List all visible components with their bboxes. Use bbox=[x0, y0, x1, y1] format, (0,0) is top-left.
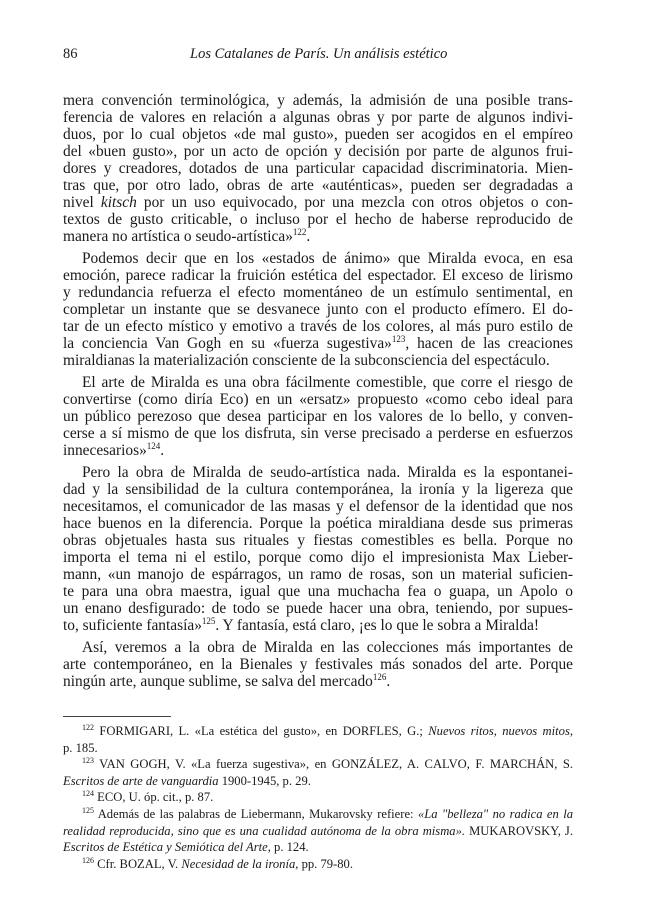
footnote-reference: 123 bbox=[391, 334, 406, 344]
text-segment: convertirse (como diría Eco) en un «ersatz» propuesto «como cebo ideal para bbox=[63, 391, 573, 408]
text-segment: un enano desfigurado: de todo se puede hacer una obra, teniendo, por supues- bbox=[63, 600, 573, 617]
paragraph bbox=[63, 464, 573, 634]
text-line bbox=[63, 656, 573, 673]
italic-text: «La "belleza" no radica en la bbox=[417, 806, 573, 821]
text-segment: duos, por lo cual objetos «de mal gusto», pueden ser acogidos en el empíreo bbox=[63, 126, 573, 143]
paragraph bbox=[63, 374, 573, 459]
text-segment: . bbox=[160, 442, 165, 459]
text-segment: dad y la sensibilidad de la cultura contemporánea, la ironía y la ligereza que bbox=[63, 481, 573, 498]
text-line bbox=[63, 856, 573, 873]
text-segment: 1900-1945, p. 29. bbox=[218, 773, 311, 788]
text-line bbox=[63, 177, 573, 194]
paragraph bbox=[63, 639, 573, 690]
text-line bbox=[63, 639, 573, 656]
page-number: 86 bbox=[63, 46, 78, 62]
footnote-reference: 125 bbox=[201, 616, 216, 626]
text-segment: obras objetuales hasta sus rituales y fiestas comestibles es bella. Porque no bbox=[63, 532, 573, 549]
text-line bbox=[63, 284, 573, 301]
footnotes bbox=[63, 723, 573, 872]
text-segment: del «buen gusto», por un acto de opción y decisión por parte de algunos frui- bbox=[63, 143, 573, 160]
text-line bbox=[63, 773, 573, 790]
text-line bbox=[63, 756, 573, 773]
footnote-reference: 125 bbox=[82, 805, 94, 815]
text-line bbox=[63, 408, 573, 425]
footnote bbox=[63, 856, 573, 873]
italic-text: Escritos de Estética y Semiótica del Arte, bbox=[63, 840, 271, 855]
text-line bbox=[63, 442, 573, 459]
paragraph bbox=[63, 92, 573, 245]
text-segment: mera convención terminológica, y además, la admisión de una posible trans- bbox=[63, 92, 573, 109]
footnote bbox=[63, 723, 573, 756]
text-line bbox=[63, 723, 573, 740]
text-segment: p. 124. bbox=[270, 840, 309, 855]
text-segment: , hacen de las creaciones bbox=[405, 335, 573, 352]
footnote-reference: 126 bbox=[82, 855, 94, 865]
text-line bbox=[63, 374, 573, 391]
footnote-reference: 124 bbox=[82, 789, 94, 799]
text-line bbox=[63, 391, 573, 408]
text-segment: p. 185. bbox=[63, 740, 98, 755]
text-segment: Podemos decir que en los «estados de ánimo» que Miralda evoca, en esa bbox=[82, 250, 573, 267]
text-segment: completar un instante que se desvanece junto con el producto efímero. El do- bbox=[63, 301, 573, 318]
text-line bbox=[63, 839, 573, 856]
footnote-reference: 123 bbox=[82, 756, 94, 766]
text-line bbox=[63, 160, 573, 177]
text-line bbox=[63, 464, 573, 481]
text-line bbox=[63, 228, 573, 245]
text-segment: MUKAROVSKY, J. bbox=[465, 823, 573, 838]
text-segment: hace buenos en la diferencia. Porque la poética miraldiana desde sus primeras bbox=[63, 515, 573, 532]
text-segment: arte contemporáneo, en la Bienales y festivales más sonados del arte. Porque bbox=[63, 656, 573, 673]
text-line bbox=[63, 740, 573, 757]
text-segment: nivel bbox=[63, 194, 101, 211]
text-segment: ferencia de valores en relación a algunas obras y por parte de algunos indivi- bbox=[63, 109, 573, 126]
text-line bbox=[63, 806, 573, 823]
text-line bbox=[63, 335, 573, 352]
text-segment: te para una obra maestra, igual que una muchacha fea o guapa, un Apolo o bbox=[63, 583, 573, 600]
text-segment: emoción, parece radicar la fruición estética del espectador. El exceso de lirismo bbox=[63, 267, 573, 284]
text-line bbox=[63, 267, 573, 284]
text-line bbox=[63, 673, 573, 690]
text-segment: ningún arte, aunque sublime, se salva del mercado bbox=[63, 673, 373, 690]
text-line bbox=[63, 425, 573, 442]
italic-text: Escritos de arte de vanguardia bbox=[63, 773, 219, 788]
text-segment: por un uso equivocado, por una mezcla con otros objetos o con- bbox=[136, 194, 574, 211]
text-line bbox=[63, 617, 573, 634]
text-line bbox=[63, 600, 573, 617]
footnote-reference: 126 bbox=[372, 672, 387, 682]
text-line bbox=[63, 583, 573, 600]
running-header bbox=[63, 46, 573, 66]
text-segment: pp. 79-80. bbox=[298, 856, 353, 871]
text-segment: dores y creadores, dotados de una particular capacidad discriminatoria. Mien- bbox=[63, 160, 573, 177]
text-line bbox=[63, 549, 573, 566]
text-segment: tar de un efecto místico y emotivo a través de los colores, al más puro estilo de bbox=[63, 318, 573, 335]
running-title: Los Catalanes de París. Un análisis estético bbox=[190, 46, 448, 62]
paragraph bbox=[63, 250, 573, 369]
text-segment: Pero la obra de Miralda de seudo-artística nada. Miralda es la espontanei- bbox=[82, 464, 573, 481]
text-line bbox=[63, 143, 573, 160]
text-segment: importa el tema ni el estilo, porque como dijo el impresionista Max Lieber- bbox=[63, 549, 573, 566]
text-segment: to, suficiente fantasía» bbox=[63, 617, 202, 634]
text-segment: y redundancia refuerza el efecto momentáneo de un estímulo sentimental, en bbox=[63, 284, 573, 301]
text-segment: un público perezoso que desea participar en los valores de lo bello, y conven- bbox=[63, 408, 573, 425]
text-line bbox=[63, 498, 573, 515]
text-segment: . bbox=[306, 228, 311, 245]
footnote bbox=[63, 756, 573, 789]
text-segment: . Y fantasía, está claro, ¡es lo que le sobra a Miralda! bbox=[215, 617, 540, 634]
text-segment: tras que, por otro lado, obras de arte «auténticas», pueden ser degradadas a bbox=[63, 177, 573, 194]
footnote-divider bbox=[63, 716, 171, 717]
text-segment: textos de gusto criticable, o incluso por el hecho de haberse reproducido de bbox=[63, 211, 573, 228]
text-segment: Así, veremos a la obra de Miralda en las colecciones más importantes de bbox=[82, 639, 573, 656]
footnote bbox=[63, 789, 573, 806]
italic-text: kitsch bbox=[100, 194, 137, 211]
footnote-reference: 122 bbox=[82, 723, 94, 732]
text-line bbox=[63, 92, 573, 109]
text-line bbox=[63, 126, 573, 143]
text-segment: necesitamos, el comunicador de las masas y el defensor de la identidad que nos bbox=[63, 498, 573, 515]
text-line bbox=[63, 109, 573, 126]
text-line bbox=[63, 481, 573, 498]
text-segment: Cfr. BOZAL, V. bbox=[94, 856, 182, 871]
text-segment: El arte de Miralda es una obra fácilmente comestible, que corre el riesgo de bbox=[82, 374, 573, 391]
text-segment: Además de las palabras de Liebermann, Mukarovsky refiere: bbox=[94, 806, 418, 821]
footnote bbox=[63, 806, 573, 856]
text-line bbox=[63, 352, 573, 369]
text-segment: ECO, U. óp. cit., p. 87. bbox=[94, 790, 214, 805]
text-segment: VAN GOGH, V. «La fuerza sugestiva», en GONZÁLEZ, A. CALVO, F. MARCHÁN, S. bbox=[94, 757, 573, 772]
text-segment: innecesarios» bbox=[63, 442, 147, 459]
text-line bbox=[63, 515, 573, 532]
text-line bbox=[63, 301, 573, 318]
text-line bbox=[63, 823, 573, 840]
text-line bbox=[63, 789, 573, 806]
text-line bbox=[63, 566, 573, 583]
text-line bbox=[63, 250, 573, 267]
main-text bbox=[63, 92, 573, 690]
text-segment: cerse a sí mismo de que los disfruta, sin verse precisado a perderse en esfuerzos bbox=[63, 425, 573, 442]
italic-text: Necesidad de la ironía, bbox=[181, 856, 299, 871]
text-segment: FORMIGARI, L. «La estética del gusto», en DORFLES, G.; bbox=[94, 724, 429, 738]
italic-text: Nuevos ritos, nuevos mitos, bbox=[428, 724, 573, 738]
text-line bbox=[63, 318, 573, 335]
text-line bbox=[63, 211, 573, 228]
footnote-reference: 122 bbox=[292, 227, 307, 237]
text-line bbox=[63, 194, 573, 211]
text-segment: miraldianas la materialización consciente de la subconsciencia del espectáculo. bbox=[63, 352, 550, 369]
footnote-reference: 124 bbox=[146, 441, 161, 451]
text-segment: la conciencia Van Gogh en su «fuerza sugestiva» bbox=[63, 335, 392, 352]
italic-text: realidad reproducida, sino que es una cualidad autónoma de la obra misma». bbox=[63, 823, 466, 838]
text-segment: . bbox=[386, 673, 391, 690]
text-line bbox=[63, 532, 573, 549]
text-segment: manera no artística o seudo-artística» bbox=[63, 228, 293, 245]
text-segment: mann, «un manojo de espárragos, un ramo de rosas, son un material suficien- bbox=[63, 566, 573, 583]
